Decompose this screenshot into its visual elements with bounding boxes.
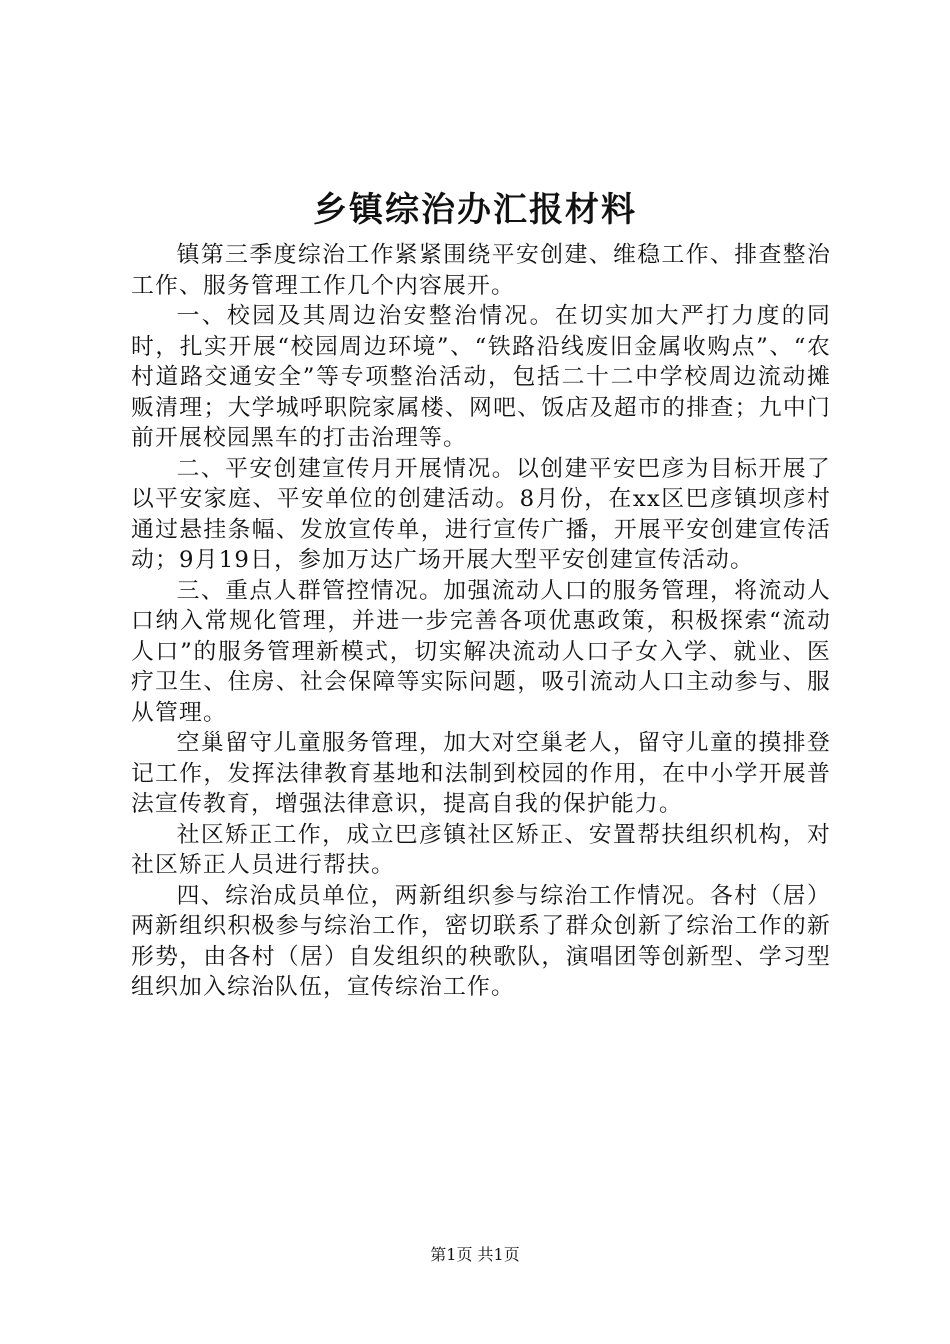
- document-body: [131, 240, 831, 1003]
- paragraph-campus-security: 一、校园及其周边治安整治情况。在切实加大严打力度的同时，扎实开展“校园周边环境”、“铁路沿线废旧金属收购点”、“农村道路交通安全”等专项整治活动，包括二十二中学校周边流动摊贩清理；大学城呼职院家属楼、网吧、饭店及超市的排查；九中门前开展校园黑车的打击治理等。: [131, 303, 831, 451]
- paragraph-left-behind-children: 空巢留守儿童服务管理，加大对空巢老人，留守儿童的摸排登记工作，发挥法律教育基地和法制到校园的作用，在中小学开展普法宣传教育，增强法律意识，提高自我的保护能力。: [131, 730, 831, 817]
- paragraph-key-groups: 三、重点人群管控情况。加强流动人口的服务管理，将流动人口纳入常规化管理，并进一步完善各项优惠政策，积极探索“流动人口”的服务管理新模式，切实解决流动人口子女入学、就业、医疗卫生、住房、社会保障等实际问题，吸引流动人口主动参与、服从管理。: [131, 577, 831, 726]
- paragraph-community-correction: 社区矫正工作，成立巴彦镇社区矫正、安置帮扶组织机构，对社区矫正人员进行帮扶。: [131, 821, 831, 878]
- document-title: 乡镇综治办汇报材料: [313, 190, 637, 230]
- page-footer: 第1页 共1页: [430, 1245, 520, 1264]
- paragraph-member-units: 四、综治成员单位，两新组织参与综治工作情况。各村（居）两新组织积极参与综治工作，密切联系了群众创新了综治工作的新形势，由各村（居）自发组织的秧歌队，演唱团等创新型、学习型组织加入综治队伍，宣传综治工作。: [131, 882, 831, 1000]
- paragraph-intro: 镇第三季度综治工作紧紧围绕平安创建、维稳工作、排查整治工作、服务管理工作几个内容展开。: [131, 242, 831, 299]
- paragraph-safety-campaign: 二、平安创建宣传月开展情况。以创建平安巴彦为目标开展了以平安家庭、平安单位的创建活动。8月份，在xx区巴彦镇坝彦村通过悬挂条幅、发放宣传单，进行宣传广播，开展平安创建宣传活动；9月19日，参加万达广场开展大型平安创建宣传活动。: [131, 455, 831, 573]
